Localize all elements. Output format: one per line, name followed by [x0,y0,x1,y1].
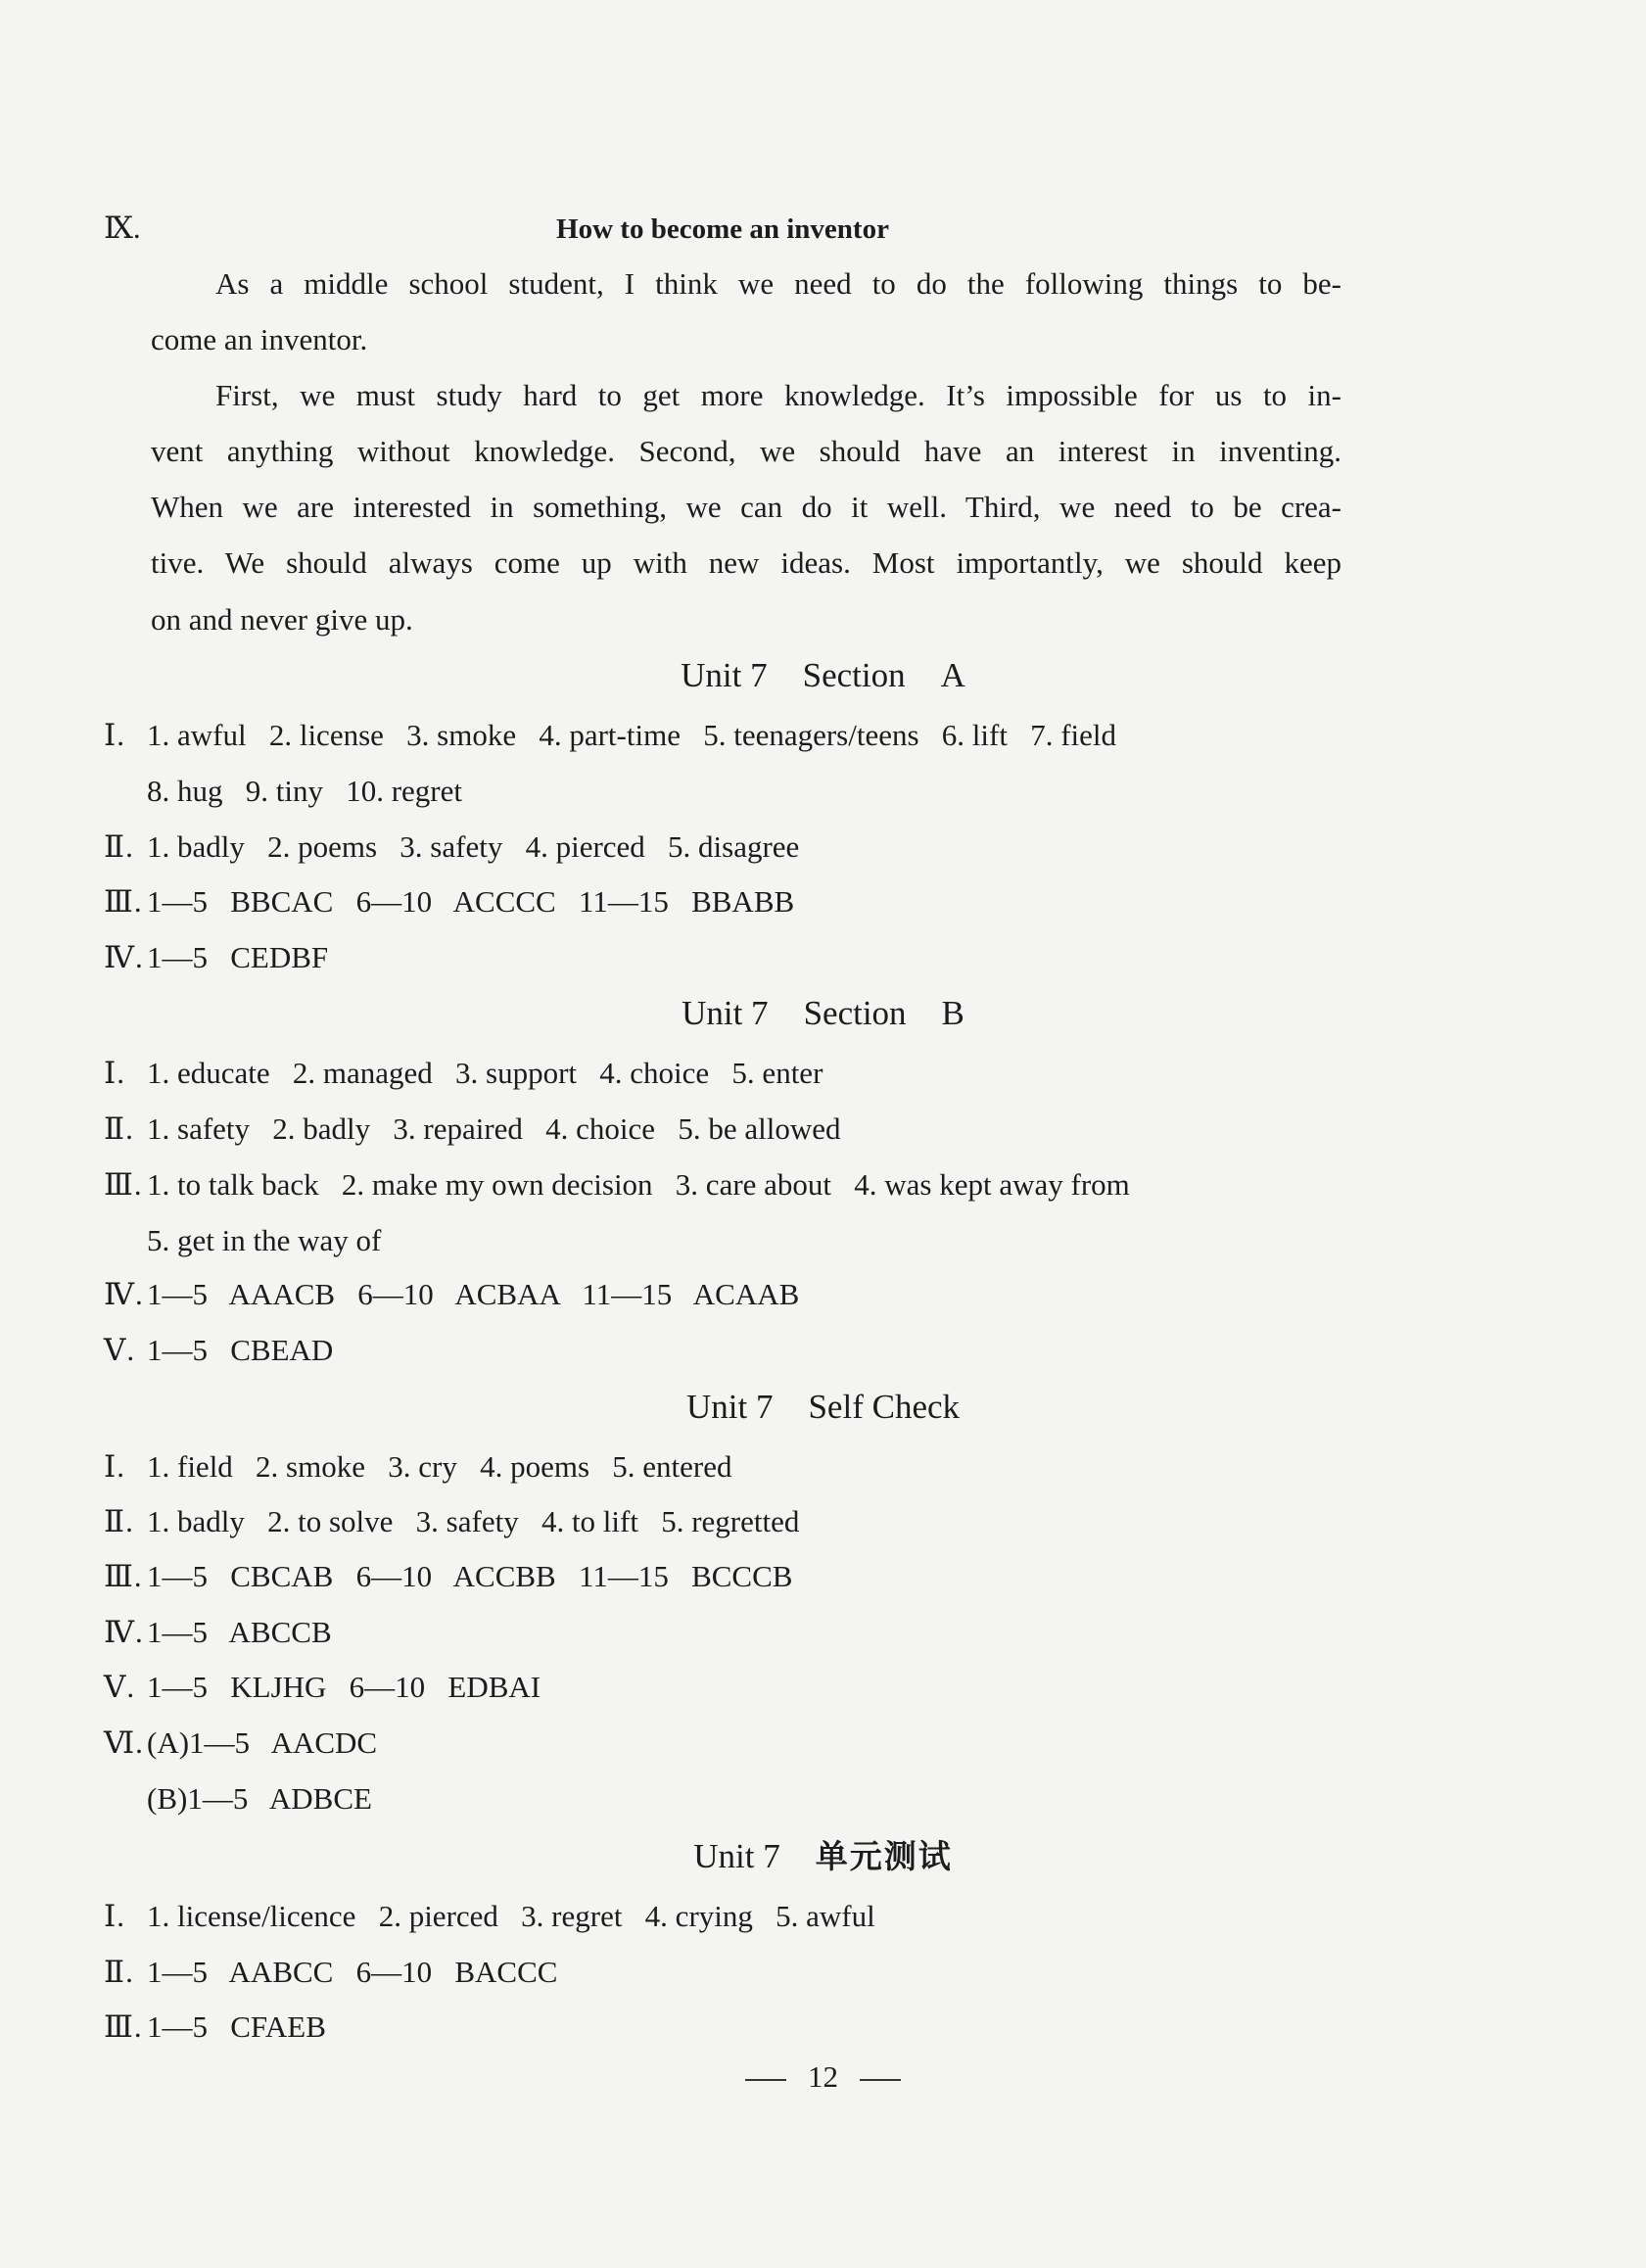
essay-number: Ⅸ. [104,211,141,245]
answer-text: (A)1—5 AACDC [147,1725,378,1760]
heading-section: Self Check [808,1388,961,1426]
answer-text: 1—5 AABCC 6—10 BACCC [147,1955,558,1989]
section-heading [0,1386,1646,1429]
answer-line [104,1447,731,1487]
item-number: Ⅰ. [104,1449,125,1484]
heading-letter: B [941,994,964,1032]
section-heading [0,1835,1646,1878]
section-heading [0,654,1646,697]
answer-line [104,1054,823,1093]
answer-line [104,1724,377,1763]
item-number: Ⅲ. [104,1167,143,1202]
answer-text: 1—5 ABCCB [147,1615,332,1649]
item-number: Ⅰ. [104,1899,125,1933]
answer-text: 1. educate 2. managed 3. support 4. choice 5. enter [147,1056,823,1090]
essay-line: First, we must study hard to get more knowledge. It’s impossible for us to in- [215,378,1341,412]
dash-right [860,2079,901,2081]
heading-unit: Unit 7 [693,1837,780,1875]
item-number: Ⅱ. [104,1504,134,1538]
answer-line [104,1897,875,1936]
answer-text: 1. badly 2. to solve 3. safety 4. to lift 5. regretted [147,1504,800,1538]
answer-text: 1. license/licence 2. pierced 3. regret 4. crying 5. awful [147,1899,875,1933]
item-number: Ⅲ. [104,2009,143,2044]
section-heading [0,992,1646,1035]
answer-line [104,1502,799,1541]
heading-section: Section [803,994,907,1032]
answer-text: 1—5 CFAEB [147,2009,326,2044]
answer-text: 1—5 CEDBF [147,940,329,974]
answer-text: 1. to talk back 2. make my own decision 3. care about 4. was kept away from [147,1167,1130,1202]
item-number: Ⅰ. [104,1056,125,1090]
item-number: Ⅴ. [104,1333,136,1367]
essay-line: When we are interested in something, we can do it well. Third, we need to be crea- [151,490,1341,524]
answer-line [104,1668,541,1707]
item-number: Ⅲ. [104,884,143,919]
essay-title: How to become an inventor [556,213,889,245]
answer-text: 1—5 BBCAC 6—10 ACCCC 11—15 BBABB [147,884,795,919]
answer-line [104,1557,792,1596]
answer-line [147,1779,372,1819]
answer-text: 1. field 2. smoke 3. cry 4. poems 5. entered [147,1449,732,1484]
answer-text: 1. awful 2. license 3. smoke 4. part-time 5. teenagers/teens 6. lift 7. field [147,718,1117,752]
answer-line [104,882,794,921]
answer-text: 1—5 CBCAB 6—10 ACCBB 11—15 BCCCB [147,1559,793,1593]
item-number: Ⅱ. [104,829,134,864]
answer-text: 1. safety 2. badly 3. repaired 4. choice 5. be allowed [147,1111,841,1146]
dash-left [745,2079,786,2081]
page-number [0,2059,1646,2095]
item-number: Ⅴ. [104,1670,136,1704]
answer-text: (B)1—5 ADBCE [147,1781,372,1816]
item-number: Ⅲ. [104,1559,143,1593]
answer-line [104,827,799,867]
item-number: Ⅱ. [104,1111,134,1146]
answer-text: 1—5 KLJHG 6—10 EDBAI [147,1670,541,1704]
answer-text: 5. get in the way of [147,1223,382,1257]
item-number: Ⅳ. [104,1277,144,1311]
item-number: Ⅳ. [104,1615,144,1649]
answer-line [104,1110,840,1149]
item-number: Ⅵ. [104,1725,144,1760]
answer-line [147,1221,381,1260]
heading-unit: Unit 7 [682,994,769,1032]
essay-line: on and never give up. [151,602,413,637]
essay-line: As a middle school student, I think we need to do the following things to be- [215,266,1341,301]
answer-line [104,1275,799,1314]
heading-letter: A [940,656,965,694]
heading-unit: Unit 7 [685,1388,774,1426]
answer-line [104,2008,326,2047]
answer-text: 1—5 AAACB 6—10 ACBAA 11—15 ACAAB [147,1277,800,1311]
answer-text: 1—5 CBEAD [147,1333,334,1367]
answer-text: 8. hug 9. tiny 10. regret [147,774,463,808]
answer-line [104,716,1116,755]
heading-unit: Unit 7 [681,656,768,694]
answer-line [104,1613,332,1652]
heading-section: Section [802,656,906,694]
item-number: Ⅳ. [104,940,144,974]
page-number-text: 12 [808,2059,838,2094]
essay-line: vent anything without knowledge. Second, we should have an interest in inventing. [151,434,1341,468]
item-number: Ⅱ. [104,1955,134,1989]
essay-line: tive. We should always come up with new ideas. Most importantly, we should keep [151,545,1341,580]
answer-line [147,772,462,811]
answer-line [104,1165,1130,1205]
heading-section: 单元测试 [815,1837,953,1875]
answer-text: 1. badly 2. poems 3. safety 4. pierced 5. disagree [147,829,800,864]
answer-line [104,1953,557,1992]
item-number: Ⅰ. [104,718,125,752]
answer-line [104,938,328,977]
essay-line: come an inventor. [151,322,368,356]
answer-line [104,1331,333,1370]
